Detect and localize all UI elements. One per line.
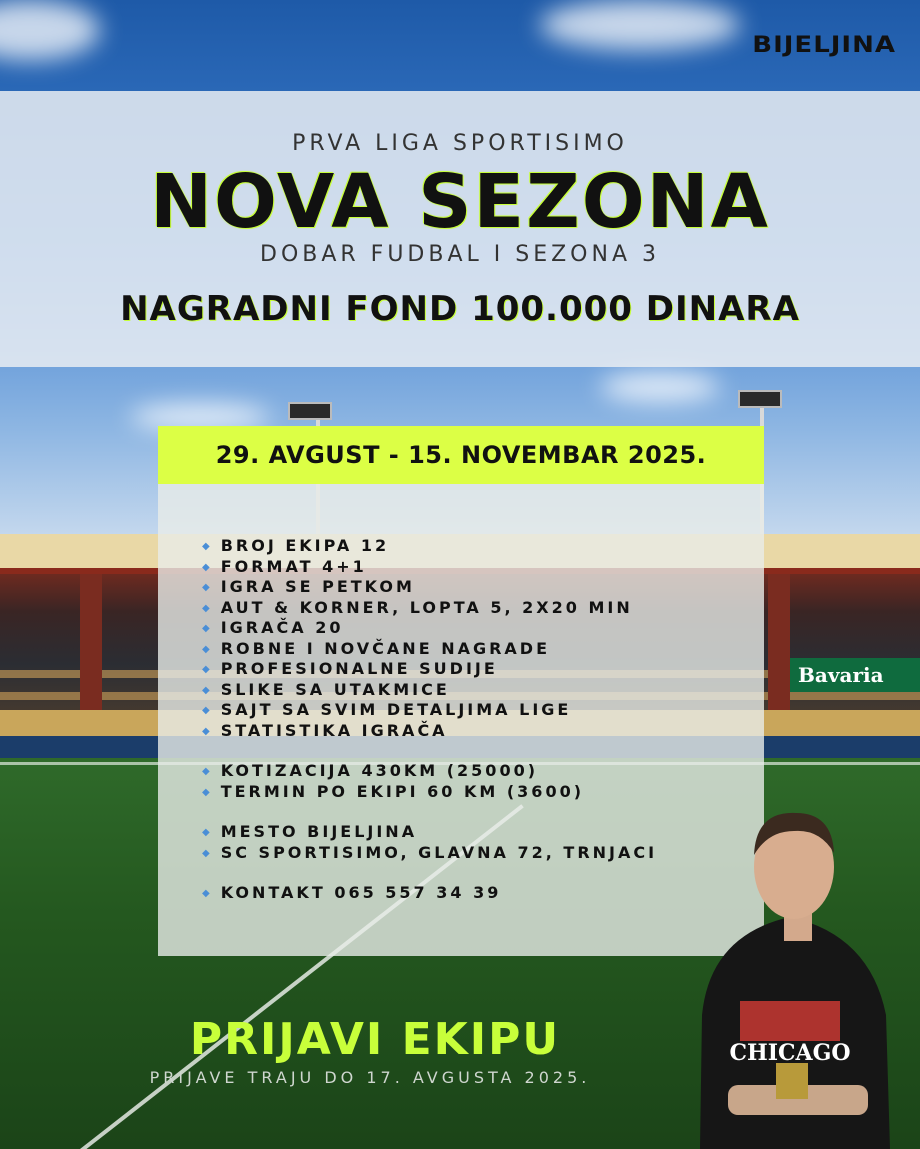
page-title: NOVA SEZONA xyxy=(150,159,770,245)
bullet-icon: ◆ xyxy=(202,888,213,899)
pillar xyxy=(80,574,102,724)
list-item-text: TERMIN PO EKIPI 60 KM (3600) xyxy=(220,781,585,801)
list-item xyxy=(202,822,657,843)
registration-deadline: PRIJAVE TRAJU DO 17. AVGUSTA 2025. xyxy=(149,1068,591,1087)
list-item-text: SC SPORTISIMO, GLAVNA 72, TRNJACI xyxy=(220,842,658,862)
list-item xyxy=(202,680,657,701)
brand-logo: BIJELJINA xyxy=(752,32,896,58)
details-list xyxy=(202,536,657,904)
bullet-icon: ◆ xyxy=(202,766,213,777)
list-item-text: AUT & KORNER, LOPTA 5, 2X20 MIN xyxy=(220,597,633,617)
bullet-icon: ◆ xyxy=(202,664,213,675)
list-item xyxy=(202,721,657,742)
bullet-icon: ◆ xyxy=(202,602,213,614)
league-name: PRVA LIGA SPORTISIMO xyxy=(292,131,628,156)
register-team-cta: PRIJAVI EKIPU xyxy=(189,1014,561,1065)
bullet-icon: ◆ xyxy=(202,827,213,838)
spacer xyxy=(202,741,657,761)
bullet-icon: ◆ xyxy=(202,623,213,634)
trophy xyxy=(776,1063,808,1099)
list-item-text: STATISTIKA IGRAČA xyxy=(220,720,448,740)
list-item xyxy=(202,577,657,598)
season-dates: 29. AVGUST - 15. NOVEMBAR 2025. xyxy=(158,426,764,484)
contact-phone: KONTAKT 065 557 34 39 xyxy=(220,883,502,902)
list-item xyxy=(202,557,657,578)
list-item-text: KOTIZACIJA 430KM (25000) xyxy=(220,761,539,780)
bullet-icon: ◆ xyxy=(202,786,213,798)
list-item xyxy=(202,782,657,803)
list-item-text: FORMAT 4+1 xyxy=(220,556,367,576)
player-photo xyxy=(680,805,920,1149)
list-item xyxy=(202,700,657,721)
season-subtitle: DOBAR FUDBAL I SEZONA 3 xyxy=(260,242,660,267)
shirt-graphic xyxy=(740,1001,840,1041)
bullet-icon: ◆ xyxy=(202,561,213,573)
list-item-text: IGRAČA 20 xyxy=(220,618,344,637)
shirt-text: CHICAGO xyxy=(729,1040,851,1066)
list-item-text: MESTO BIJELJINA xyxy=(220,822,418,841)
list-item-text: ROBNE I NOVČANE NAGRADE xyxy=(220,638,551,658)
list-item xyxy=(202,761,657,782)
info-panel xyxy=(158,426,764,956)
floodlight xyxy=(288,402,332,420)
bullet-icon: ◆ xyxy=(202,582,213,593)
list-item xyxy=(202,536,657,557)
floodlight xyxy=(738,390,782,408)
list-item-text: SLIKE SA UTAKMICE xyxy=(220,679,450,699)
list-item-text: PROFESIONALNE SUDIJE xyxy=(220,659,498,678)
bullet-icon: ◆ xyxy=(202,541,213,552)
bullet-icon: ◆ xyxy=(202,725,213,737)
pillar xyxy=(768,574,790,724)
bullet-icon: ◆ xyxy=(202,684,213,696)
header-panel xyxy=(0,91,920,367)
list-item-text: BROJ EKIPA 12 xyxy=(220,536,390,555)
list-item-text: IGRA SE PETKOM xyxy=(220,577,415,596)
spacer xyxy=(202,802,657,822)
list-item xyxy=(202,639,657,660)
bullet-icon: ◆ xyxy=(202,847,213,859)
list-item xyxy=(202,598,657,619)
prize-fund: NAGRADNI FOND 100.000 DINARA xyxy=(120,289,800,329)
list-item xyxy=(202,659,657,680)
cloud xyxy=(600,372,720,402)
bullet-icon: ◆ xyxy=(202,643,213,655)
spacer xyxy=(202,863,657,883)
list-item xyxy=(202,618,657,639)
cloud xyxy=(540,0,740,50)
bullet-icon: ◆ xyxy=(202,705,213,716)
list-item xyxy=(202,883,657,904)
sponsor-board: Bavaria xyxy=(790,658,920,692)
list-item xyxy=(202,843,657,864)
list-item-text: SAJT SA SVIM DETALJIMA LIGE xyxy=(220,700,572,719)
